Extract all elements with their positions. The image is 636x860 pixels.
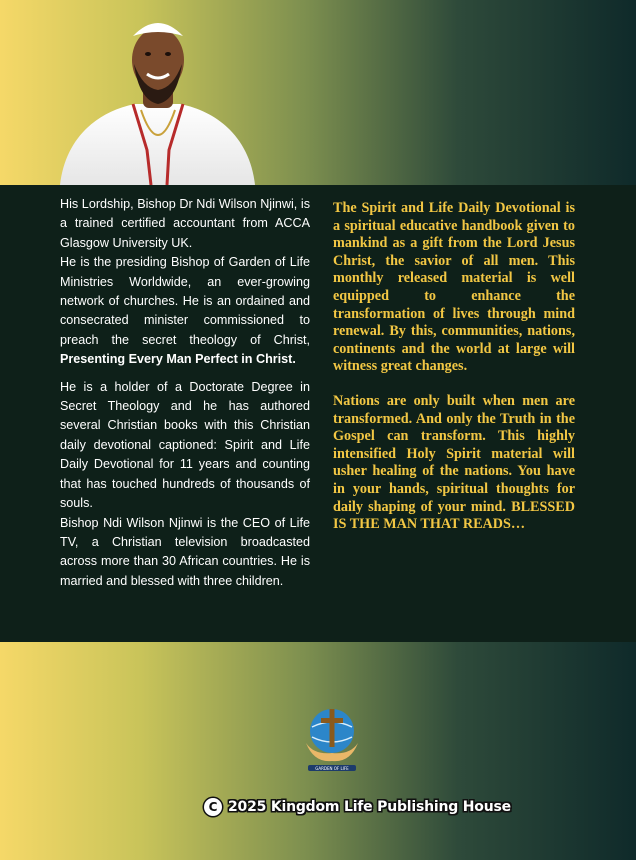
copyright-line	[204, 795, 511, 819]
bio-paragraph-2-text: He is the presiding Bishop of Garden of Life Ministries Worldwide, an ever-growing network of churches. He is an ordained and consecrated minister commissioned to preach the secret theology of Christ,	[60, 255, 310, 347]
bio-paragraph-4: Bishop Ndi Wilson Njinwi is the CEO of Life TV, a Christian television broadcasted across more than 30 African countries. He is married and blessed with three children.	[60, 515, 310, 588]
author-portrait	[55, 0, 260, 185]
copyright-icon: C	[204, 798, 222, 816]
ministry-logo	[302, 703, 362, 775]
portrait-illustration	[55, 0, 260, 185]
book-blurb	[333, 200, 575, 534]
copyright-text: 2025 Kingdom Life Publishing House	[228, 799, 511, 815]
globe-cross-hands-icon	[302, 703, 362, 775]
logo-text: GARDEN OF LIFE	[315, 766, 349, 771]
author-bio	[60, 195, 310, 591]
blurb-paragraph-1: The Spirit and Life Daily Devotional is a spiritual educative handbook given to mankind as a gift from the Lord Jesus Christ, the savior of all men. This monthly released material is well equipped to enhance the transformation of lives through mind renewal. By this, communities, nations, continents and the world at large will witness great changes.	[333, 200, 575, 375]
bio-emphasis: Presenting Every Man Perfect in Christ.	[60, 352, 296, 367]
blurb-paragraph-2: Nations are only built when men are transformed. And only the Truth in the Gospel can transform. This highly intensified Holy Spirit material will usher healing of the nations. You have in your hands, spiritual thoughts for daily shaping of your mind. BLESSED IS THE MAN THAT READS…	[333, 392, 575, 533]
bio-paragraph-2	[60, 253, 310, 369]
bio-paragraph-1: His Lordship, Bishop Dr Ndi Wilson Njinwi, is a trained certified accountant from ACCA Glasgow University UK.	[60, 197, 310, 250]
bio-paragraph-3: He is a holder of a Doctorate Degree in Secret Theology and he has authored several Christian books with this Christian daily devotional captioned: Spirit and Life Daily Devotional for 11 years and counting that has touched hundreds of thousands of souls.	[60, 379, 310, 511]
